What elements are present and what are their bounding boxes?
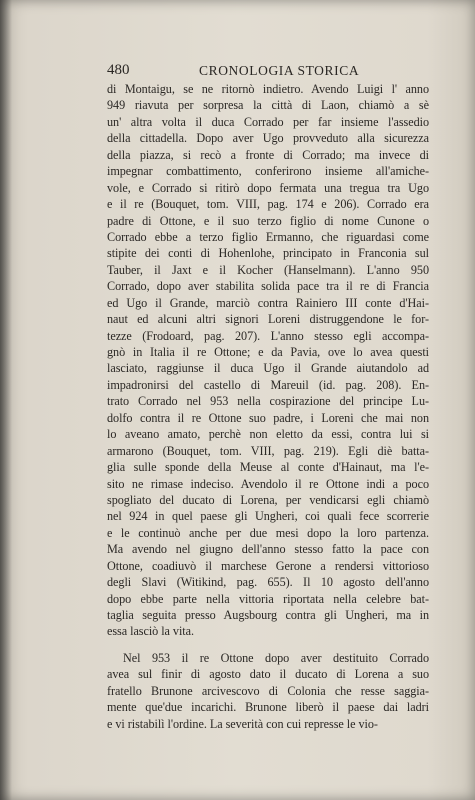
text-line: dopo ebbe parte nella vittoria riportata nella celebre bat- — [107, 591, 429, 606]
text-line: degli Slavi (Witikind, pag. 655). Il 10 agosto dell'anno — [107, 575, 429, 590]
text-line: ed Ugo il Grande, marciò contra Rainiero III conte d'Hai- — [107, 295, 429, 310]
body-text — [107, 81, 429, 732]
text-line: 949 riavuta per sorpresa la città di Laon, chiamò a sè — [107, 98, 429, 113]
text-line: fratello Brunone arcivescovo di Colonia che resse saggia- — [107, 683, 429, 698]
text-line: Tauber, il Jaxt e il Kocher (Hanselmann). L'anno 950 — [107, 262, 429, 277]
text-line: nel 924 in quel paese gli Ungheri, coi quali fece scorrerie — [107, 509, 429, 524]
page-header — [107, 62, 425, 82]
text-line: e vi ristabilì l'ordine. La severità con cui represse le vio- — [107, 716, 378, 731]
text-line: spogliato del ducato di Lorena, per vendicarsi egli chiamò — [107, 492, 429, 507]
text-line: Ma avendo nel giugno dell'anno stesso fatto la pace con — [107, 542, 429, 557]
text-line: vole, e Corrado si ritirò dopo fermata una tregua tra Ugo — [107, 180, 429, 195]
text-line: e le continuò anche per due mesi dopo la loro partenza. — [107, 525, 429, 540]
text-line: stipite dei conti di Hohenlohe, principato in Franconia sul — [107, 246, 429, 261]
text-line: Ottone, coadiuvò il marchese Gerone a rendersi vittorioso — [107, 558, 429, 573]
page-number: 480 — [107, 62, 130, 78]
text-line: mente que'due incarichi. Brunone liberò il paese dai ladri — [107, 700, 429, 715]
text-line: trato Corrado nel 953 nella cospirazione del principe Lu- — [107, 394, 429, 409]
paragraph-1 — [107, 81, 429, 640]
text-line: e il re (Bouquet, tom. VIII, pag. 174 e 206). Corrado era — [107, 197, 429, 212]
text-line: un' altra volta il duca Corrado per far insieme l'assedio — [107, 114, 429, 129]
text-line: della piazza, si recò a fronte di Corrado; ma invece di — [107, 147, 429, 162]
spine-shadow — [0, 0, 12, 800]
text-line: impegnar combattimento, conferirono insieme all'amiche- — [107, 164, 429, 179]
text-line: naut ed alcuni altri signori Loreni distruggendone le for- — [107, 312, 429, 327]
text-line: essa lasciò la vita. — [107, 624, 194, 639]
running-title: CRONOLOGIA STORICA — [199, 63, 360, 78]
text-line: taglia seguita presso Augsbourg contra gli Ungheri, ma in — [107, 608, 429, 622]
text-line: gnò in Italia il re Ottone; e da Pavia, ove lo avea questi — [107, 345, 429, 359]
text-line: Corrado ebbe a terzo figlio Ermanno, che riguardasi come — [107, 229, 429, 244]
paragraph-gap — [107, 640, 429, 650]
text-line: avea sul finir di agosto dato il ducato di Lorena a suo — [107, 667, 429, 682]
text-line: Corrado, dopo aver stabilita solida pace tra il re di Francia — [107, 279, 429, 294]
text-line: dolfo contra il re Ottone suo padre, i Loreni che mai non — [107, 410, 429, 425]
text-line: lo aveano amato, perchè non eletto da essi, contra lui si — [107, 427, 429, 442]
text-line: impadronirsi del castello di Mareuil (id. pag. 208). En- — [107, 377, 429, 392]
text-line: lasciato, raggiunse il duca Ugo il Grande aiutandolo ad — [107, 361, 429, 376]
text-line: armarono (Bouquet, tom. VIII, pag. 219). Egli diè batta- — [107, 443, 429, 458]
text-line: Nel 953 il re Ottone dopo aver destituito Corrado — [123, 650, 429, 665]
text-line: della cittadella. Dopo aver Ugo provveduto alla sicurezza — [107, 131, 429, 146]
text-line: glia sulle sponde della Meuse al conte d'Hainaut, ma l'e- — [107, 460, 429, 475]
text-line: padre di Ottone, e il suo terzo figlio di nome Cunone o — [107, 213, 429, 228]
text-line: tezze (Frodoard, pag. 207). L'anno stesso egli accompa- — [107, 328, 429, 343]
paragraph-2 — [107, 650, 429, 732]
text-line: sito ne rimase indeciso. Avendolo il re Ottone indi a poco — [107, 476, 429, 491]
text-line: di Montaigu, se ne ritornò indietro. Avendo Luigi l' anno — [107, 82, 429, 96]
